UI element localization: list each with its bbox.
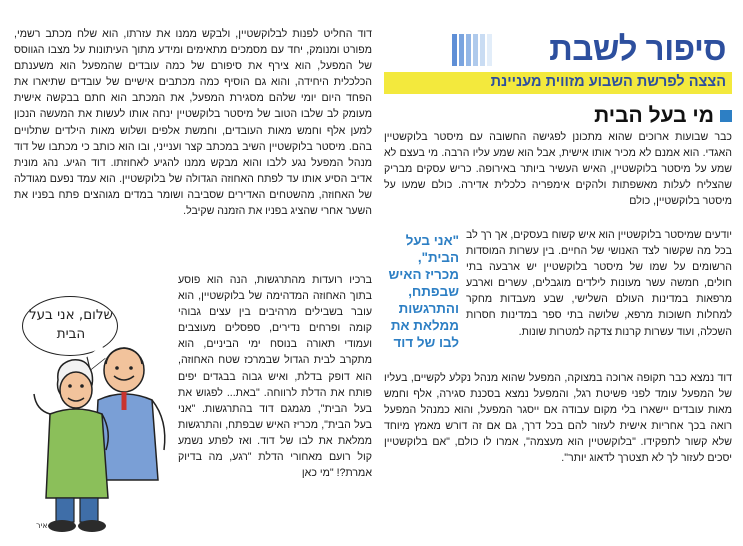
stripe-1: [452, 34, 457, 66]
right-column-bottom-paragraph: דוד נמצא כבר תקופה ארוכה במצוקה, המפעל שהוא מנהל נקלע לקשיים, בעליו של המפעל עומד לפני פשיטת רגל, והמפעל נמצא בסכנת סגירה, אלף וחמש מאות עובדים יישארו בלי מקום עבודה אם ייסגר המפעל, והוא כמנהל המפעל רואה בכך אחריות אישית לעזור להם בכל דרך, גם אם זה דורש מאמץ מיוחד שלא קשור לתפקידו. "בלוקשטיין הוא מעצמה", אמרו לו כולם, "אם בלוקשטיין יסכים לעזור לך לא תצטרך לדאוג יותר".: [384, 372, 732, 465]
stripe-3: [466, 34, 471, 66]
subtitle-band: [384, 72, 732, 94]
stripe-6: [487, 34, 492, 66]
cartoon-man-front: [34, 360, 108, 532]
stripe-4: [473, 34, 478, 66]
left-column-top-paragraph: דוד החליט לפנות לבלוקשטיין, ולבקש ממנו את עזרתו, הוא שלח מכתב רשמי, מפורט ומנומק, יחד עם מסמכים מתאימים ומידע מתוך העיתונות על מצבו הגווסס של המפעל, הוא צירף את סיפורם של כמה עובדים שהמפעל הוא משענתם הכלכלית היחידה, והוא גם הוסיף כמה מכתבים אישיים של עובדים שתיארו את הפחד היום יומי שלהם מסגירת המפעל, את המכתב הוא חתם בבקשה אישית מעומק לב שלבו הטוב של מיסטר בלוקשטיין ינחה אותו לעשות את המעשה הנכון למען אלף וחמש מאות העובדים, וחמשת אלפים ושלוש מאות הילדים שתלויים בהם. מיסטר בלוקשטיין השיב במכתב קצר וענייני, ובו הוא כותב כי מכתבו של דוד מנהל המפעל נגע ללבו והוא מבקש ממנו להגיע לאחוזתו. דוד הגיע. נהג מונית אדיב הסיע אותו עד לפתח האחוזה הגדולה של בלוקשטיין. הוא עמד נפעם מגודלה של האחוזה, מהשטחים האדירים שסביבה ושומר במדים מגוהצים פתח בפניו את השער אחרי שהציג בפניו את הזמנה שקיבל.: [14, 28, 372, 218]
right-column-top-paragraph: כבר שבועות ארוכים שהוא מתכונן לפגישה החשובה עם מיסטר בלוקשטיין האגדי. הוא אמנם לא מכיר אותו אישית, אבל הוא שמע עליו הרבה. מי בעצם לא שמע על מיסטר בלוקשטיין, האיש העשיר ביותר באירופה. כריש עסקים מבריק שהצליח לעלות מאשפתות ולהקים אימפריה כלכלית אדירה. כולם שמעו על מיסטר בלוקשטיין, כולם: [384, 131, 732, 208]
section-title: מי בעל הבית: [594, 104, 714, 127]
header-stripes: [452, 34, 492, 66]
pull-quote: "אני בעל הבית", מכריז האיש שבפתח, והתרגשות ממלאת את לבו של דוד: [388, 233, 459, 350]
header-title-band: [384, 30, 732, 70]
page-subtitle: הצצה לפרשת השבוע מזווית מעניינת: [490, 74, 726, 90]
right-column-mid-paragraph: יודעים שמיסטר בלוקשטיין הוא איש קשוח בעסקים, אך רך לב בכל מה שקשור לצד האנושי של החיים. בין עשרות המוסדות הרשומים על שמו של מיסטר בלוקשטיין יש ארבעה בתי חולים, חמשה עשר מעונות לילדים מוגבלים, עשרים וארבע מרפאות במדינות העולם השלישי, שבע מעבדות מחקר למחלות חשוכות מרפא, שלושה בתי ספר במדינות חסרות השכלה, ועוד עשרות קרנות צדקה למטרות שונות.: [466, 229, 732, 338]
page-title: סיפור לשבת: [549, 30, 726, 67]
stripe-2: [459, 34, 464, 66]
cartoon-signature: איר: [36, 521, 48, 530]
stripe-5: [480, 34, 485, 66]
section-heading: [384, 104, 732, 130]
cartoon-illustration: [28, 340, 176, 536]
speech-bubble-text: שלום, אני בעל הבית: [28, 307, 114, 342]
section-bullet-icon: [720, 110, 732, 122]
left-column-narrow-paragraph: ברכיו רועדות מהתרגשות, הנה הוא פוסע בתוך האחוזה המדהימה של בלוקשטיין, הוא עובר בשבילים מרהיבים בין עצים גבוהי קומה ופרחים נדירים, ספסלים מעוצבים ועמודי תאורה בנוסח ימי הביניים, הוא מתקרב לבית הגדול שבמרכז שטח האחוזה, הוא דופק בדלת, ואיש גבוה בבגדים יפים פותח את הדלת לרווחה. "באת... לפגוש את בעל הבית", מגמגם דוד בהתרגשות. "אני בעל הבית", מכריז האיש שבפתח, והתרגשות ממלאת את לבו של דוד. ואז לפתע נשמע קול רועם מאחורי הדלת "רגע, מה בדיוק אמרת?! "מי כאן: [178, 274, 372, 480]
